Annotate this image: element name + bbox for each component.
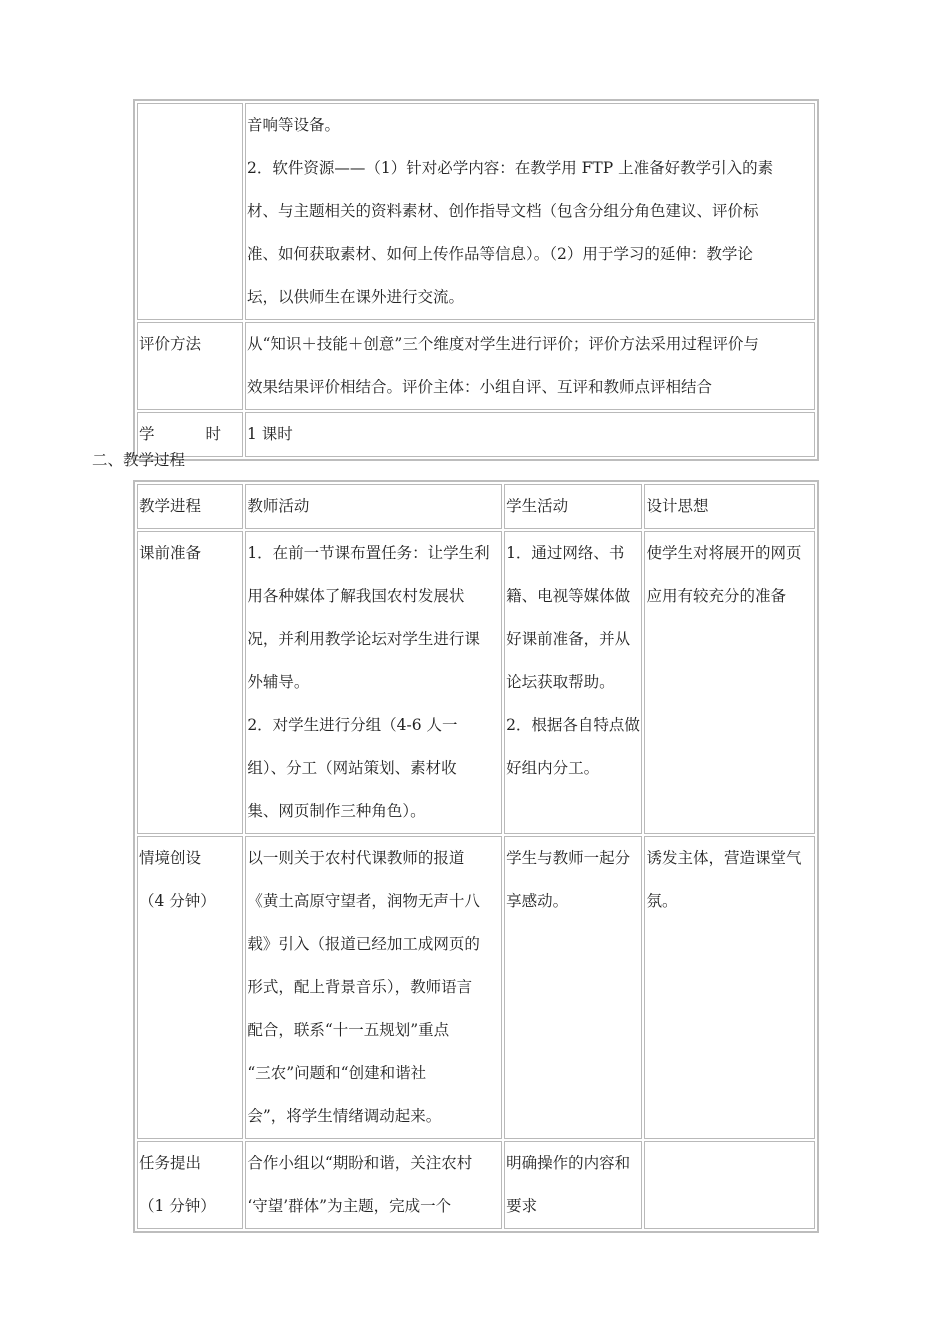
text-line: 外辅导。 <box>247 673 310 691</box>
text-line: 享感动。 <box>506 892 569 910</box>
text-line: 2．软件资源——（1）针对必学内容：在教学用 FTP 上准备好教学引入的素 <box>247 159 774 177</box>
table-row <box>137 103 815 320</box>
table-row <box>137 836 815 1139</box>
stage-cell <box>137 1141 243 1229</box>
text-line: 明确操作的内容和 <box>506 1154 631 1172</box>
text-line: 1 课时 <box>247 425 293 443</box>
text-line: 从“知识＋技能＋创意”三个维度对学生进行评价；评价方法采用过程评价与 <box>247 335 759 353</box>
teacher-cell <box>245 836 502 1139</box>
text-line: （4 分钟） <box>139 892 216 910</box>
text-line: “三农”问题和“创建和谐社 <box>247 1064 427 1082</box>
text-line: 要求 <box>506 1197 538 1215</box>
teacher-cell <box>245 531 502 834</box>
header-cell: 学生活动 <box>504 484 642 529</box>
text-line: 配合，联系“十一五规划”重点 <box>247 1021 450 1039</box>
table-row <box>137 531 815 834</box>
text-line: 用各种媒体了解我国农村发展状 <box>247 587 465 605</box>
text-line: 诱发主体，营造课堂气 <box>646 849 802 867</box>
text-line: 好组内分工。 <box>506 759 600 777</box>
text-line: 任务提出 <box>139 1154 202 1172</box>
label-part: 学 <box>139 425 155 443</box>
text-line: 况，并利用教学论坛对学生进行课 <box>247 630 480 648</box>
text-line: （1 分钟） <box>139 1197 216 1215</box>
text-line: 论坛获取帮助。 <box>506 673 615 691</box>
text-line: 应用有较充分的准备 <box>646 587 786 605</box>
stage-cell <box>137 836 243 1139</box>
text-line: 组）、分工（网站策划、素材收 <box>247 759 457 777</box>
text-line: 坛，以供师生在课外进行交流。 <box>247 288 465 306</box>
text-line: 2．对学生进行分组（4-6 人一 <box>247 716 458 734</box>
text-line: 情境创设 <box>139 849 202 867</box>
content-cell <box>245 412 815 457</box>
teacher-cell <box>245 1141 502 1229</box>
text-line: 氛。 <box>646 892 678 910</box>
text-line: 2．根据各自特点做 <box>506 716 640 734</box>
header-cell: 教师活动 <box>245 484 502 529</box>
text-line: 形式，配上背景音乐），教师语言 <box>247 978 473 996</box>
table-row <box>137 1141 815 1229</box>
label-part: 时 <box>205 425 221 443</box>
text-line: 音响等设备。 <box>247 116 341 134</box>
text-line: 载》引入（报道已经加工成网页的 <box>247 935 480 953</box>
text-line: 会”，将学生情绪调动起来。 <box>247 1107 442 1125</box>
student-cell <box>504 531 642 834</box>
process-table <box>133 480 819 1233</box>
text-line: 使学生对将展开的网页 <box>646 544 802 562</box>
text-line: 1．通过网络、书 <box>506 544 625 562</box>
text-line: 好课前准备，并从 <box>506 630 631 648</box>
text-line: 材、与主题相关的资料素材、创作指导文档（包含分组分角色建议、评价标 <box>247 202 759 220</box>
student-cell <box>504 836 642 1139</box>
label-cell <box>137 103 243 320</box>
text-line: 以一则关于农村代课教师的报道 <box>247 849 465 867</box>
text-line: 1．在前一节课布置任务：让学生利 <box>247 544 490 562</box>
text-line: 合作小组以“期盼和谐，关注农村 <box>247 1154 473 1172</box>
header-row <box>137 484 815 529</box>
text-line: 集、网页制作三种角色）。 <box>247 802 426 820</box>
table-row <box>137 322 815 410</box>
content-cell <box>245 322 815 410</box>
design-cell <box>644 531 815 834</box>
text-line: 籍、电视等媒体做 <box>506 587 631 605</box>
stage-cell <box>137 531 243 834</box>
table-row <box>137 412 815 457</box>
content-cell <box>245 103 815 320</box>
text-line: 课前准备 <box>139 544 202 562</box>
text-line: 《黄土高原守望者，润物无声十八 <box>247 892 480 910</box>
design-cell <box>644 1141 815 1229</box>
text-line: 效果结果评价相结合。评价主体：小组自评、互评和教师点评相结合 <box>247 378 713 396</box>
text-line: 准、如何获取素材、如何上传作品等信息）。（2）用于学习的延伸：教学论 <box>247 245 753 263</box>
text-line: 学生与教师一起分 <box>506 849 631 867</box>
header-cell: 设计思想 <box>644 484 815 529</box>
text-line: ‘守望’群体”为主题，完成一个 <box>247 1197 452 1215</box>
student-cell <box>504 1141 642 1229</box>
design-cell <box>644 836 815 1139</box>
label-cell: 评价方法 <box>137 322 243 410</box>
section-heading: 二、教学过程 <box>92 451 186 469</box>
resource-table <box>133 99 819 461</box>
header-cell: 教学进程 <box>137 484 243 529</box>
